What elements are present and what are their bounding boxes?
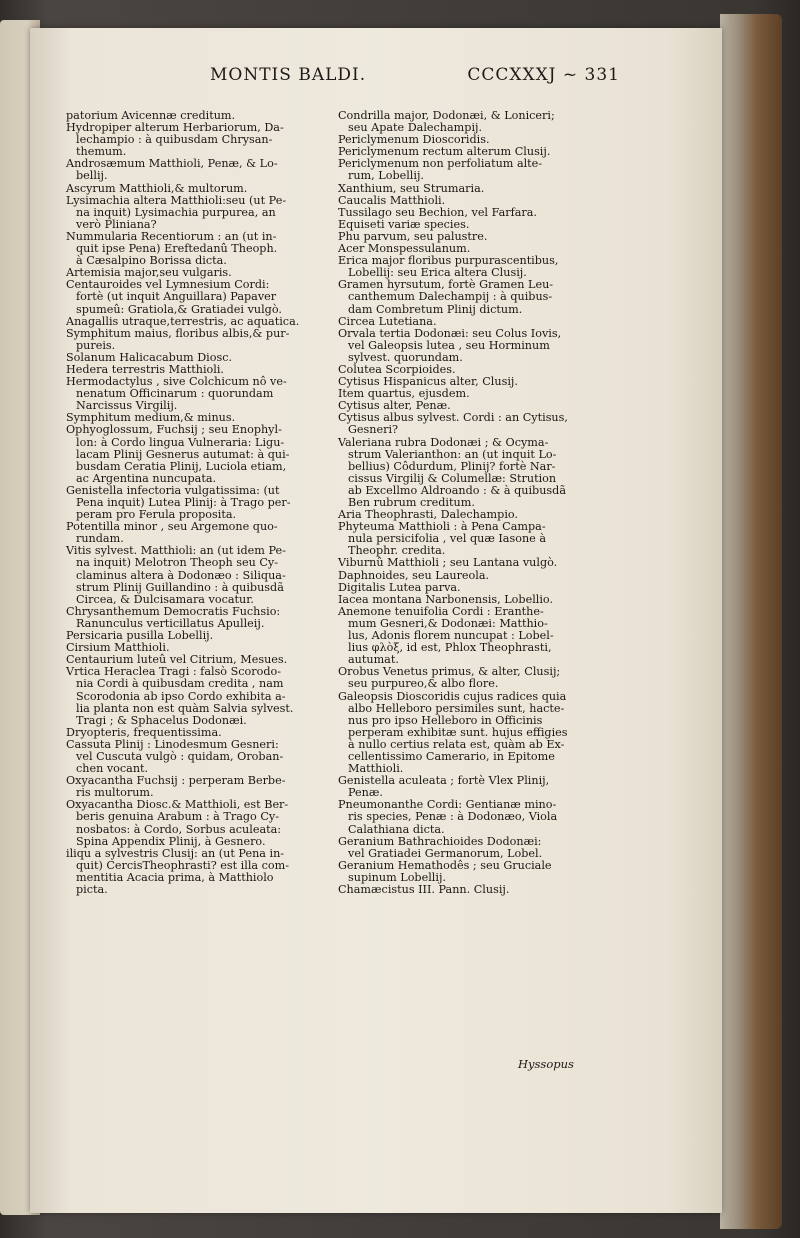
plant-entry (338, 158, 572, 182)
entry-line: Theophr. credita. (348, 544, 446, 558)
plant-entry (66, 183, 306, 195)
entry-line: Gramen hyrsutum, fortè Gramen Leu- (338, 278, 554, 292)
plant-entry (338, 570, 572, 582)
entry-line: Iacea montana Narbonensis, Lobellio. (338, 592, 554, 606)
plant-entry (66, 328, 306, 352)
entry-line: Narcissus Virgilij. (76, 399, 178, 413)
entry-line: busdam Ceratia Plinij, Luciola etiam, (76, 459, 287, 473)
entry-line: Vitis sylvest. Matthioli: an (ut idem Pe- (66, 544, 286, 558)
plant-entry (66, 316, 306, 328)
entry-line: Cytisus Hispanicus alter, Clusij. (338, 375, 518, 389)
plant-entry (66, 485, 306, 521)
entry-line: Chamæcistus III. Pann. Clusij. (338, 883, 510, 896)
book-cover-edge (720, 14, 782, 1229)
entry-line: lacam Plinij Gesnerus autumat: à qui- (76, 447, 290, 461)
entry-line: Anagallis utraque,terrestris, ac aquatica. (66, 314, 300, 328)
entry-line: Tragi ; & Sphacelus Dodonæi. (76, 713, 247, 727)
entry-line: chen vocant. (76, 762, 149, 776)
entry-line: Ben rubrum creditum. (348, 496, 475, 509)
entry-line: perperam exhibitæ sunt. hujus effigies (348, 725, 568, 739)
entry-line: quit ipse Pena) Ereftedanû Theoph. (76, 242, 278, 256)
entry-line: à nullo certius relata est, quàm ab Ex- (348, 737, 565, 751)
entry-line: Symphitum maius, floribus albis,& pur- (66, 326, 290, 340)
entry-line: Calathiana dicta. (348, 822, 445, 836)
entry-line: Orobus Venetus primus, & alter, Clusij; (338, 665, 561, 679)
entry-line: Daphnoides, seu Laureola. (338, 568, 490, 582)
entry-line: autumat. (348, 653, 399, 667)
plant-entry (338, 582, 572, 594)
plant-entry (338, 110, 572, 134)
entry-line: Ophyoglossum, Fuchsij ; seu Enophyl- (66, 423, 282, 437)
plant-entry (338, 799, 572, 835)
plant-entry (66, 376, 306, 412)
entry-line: mentitia Acacia prima, à Matthiolo (76, 870, 274, 884)
entry-line: Valeriana rubra Dodonæi ; & Ocyma- (338, 435, 549, 449)
entry-line: strum Plinij Guillandino : à quibusdã (76, 580, 284, 594)
entry-line: claminus altera à Dodonæo : Siliqua- (76, 568, 286, 582)
entry-line: Pena inquit) Lutea Plinij: à Trago per- (76, 496, 291, 509)
entry-line: verò Pliniana? (76, 217, 157, 231)
entry-line: Dryopteris, frequentissima. (66, 725, 222, 739)
plant-entry (66, 848, 306, 896)
plant-entry (338, 666, 572, 690)
plant-entry (338, 836, 572, 860)
entry-line: themum. (76, 145, 127, 159)
plant-entry (66, 545, 306, 605)
plant-entry (338, 183, 572, 195)
plant-entry (338, 606, 572, 666)
entry-line: Caucalis Matthioli. (338, 193, 446, 207)
entry-line: vel Galeopsis lutea , seu Horminum (348, 338, 550, 352)
entry-line: quit) CercisTheophrasti? est illa com- (76, 858, 290, 872)
entry-line: lon: à Cordo lingua Vulneraria: Ligu- (76, 435, 285, 449)
plant-entry (338, 884, 572, 896)
running-header (180, 65, 620, 89)
entry-line: Cirsium Matthioli. (66, 641, 170, 655)
entry-line: albo Helleboro persimiles sunt, hacte- (348, 701, 565, 715)
entry-line: seu Apate Dalechampij. (348, 121, 483, 135)
entry-line: Centaurium luteû vel Citrium, Mesues. (66, 653, 288, 667)
entry-line: Circea Lutetiana. (338, 314, 437, 328)
entry-line: lechampio : à quibusdam Chrysan- (76, 133, 273, 147)
entry-line: canthemum Dalechampij : à quibus- (348, 290, 553, 304)
entry-line: mum Gesneri,& Dodonæi: Matthio- (348, 616, 548, 630)
entry-line: Oxyacantha Fuchsij : perperam Berbe- (66, 774, 286, 788)
entry-line: dam Combretum Plinij dictum. (348, 302, 523, 316)
plant-entry (66, 666, 306, 726)
entry-line: lia planta non est quàm Salvia sylvest. (76, 701, 294, 715)
running-title: MONTIS BALDI. (210, 65, 367, 85)
entry-line: Xanthium, seu Strumaria. (338, 181, 485, 195)
plant-entry (338, 328, 572, 364)
entry-line: Cytisus albus sylvest. Cordi : an Cytisus, (338, 411, 568, 425)
entry-line: Nummularia Recentiorum : an (ut in- (66, 229, 277, 243)
entry-line: Digitalis Lutea parva. (338, 580, 461, 594)
entry-line: fortè (ut inquit Anguillara) Papaver (76, 290, 277, 304)
entry-line: picta. (76, 883, 108, 896)
plant-entry (338, 775, 572, 799)
entry-line: Anemone tenuifolia Cordi : Eranthe- (338, 604, 544, 618)
entry-line: Galeopsis Dioscoridis cujus radices quia (338, 689, 567, 703)
entry-line: Acer Monspessulanum. (338, 242, 471, 256)
entry-line: Item quartus, ejusdem. (338, 387, 470, 401)
plant-entry (338, 691, 572, 776)
entry-line: Phyteuma Matthioli : à Pena Campa- (338, 520, 546, 534)
entry-line: Geranium Hemathodês ; seu Gruciale (338, 858, 552, 872)
plant-entry (338, 412, 572, 436)
entry-line: Aria Theophrasti, Dalechampio. (338, 508, 518, 522)
entry-line: Condrilla major, Dodonæi, & Loniceri; (338, 109, 555, 122)
entry-line: Periclymenum non perfoliatum alte- (338, 157, 543, 171)
plant-entry (66, 799, 306, 847)
entry-line: Lysimachia altera Matthioli:seu (ut Pe- (66, 193, 287, 207)
entry-line: Hermodactylus , sive Colchicum nô ve- (66, 375, 287, 389)
entry-line: Viburnû Matthioli ; seu Lantana vulgò. (338, 556, 558, 570)
entry-line: Periclymenum rectum alterum Clusij. (338, 145, 551, 159)
entry-line: bellij. (76, 169, 108, 183)
entry-line: supinum Lobellij. (348, 870, 446, 884)
entry-line: Phu parvum, seu palustre. (338, 229, 488, 243)
entry-line: ac Argentina nuncupata. (76, 471, 217, 485)
entry-line: Vrtica Heraclea Tragi : falsò Scorodo- (66, 665, 282, 679)
entry-line: Potentilla minor , seu Argemone quo- (66, 520, 278, 534)
plant-entry (66, 606, 306, 630)
entry-line: na inquit) Lysimachia purpurea, an (76, 205, 276, 219)
entry-line: Scorodonia ab ipso Cordo exhibita a- (76, 689, 286, 703)
entry-line: cissus Virgilij & Columellæ: Strution (348, 471, 557, 485)
plant-entry (66, 195, 306, 231)
plant-entry (66, 739, 306, 775)
entry-line: rundam. (76, 532, 124, 546)
entry-line: nenatum Officinarum : quorundam (76, 387, 274, 401)
plant-entry (66, 158, 306, 182)
entry-line: ris multorum. (76, 786, 154, 800)
entry-line: nula persicifolia , vel quæ Iasone à (348, 532, 547, 546)
entry-line: pureis. (76, 338, 116, 352)
plant-entry (338, 521, 572, 557)
entry-line: Tussilago seu Bechion, vel Farfara. (338, 205, 537, 219)
entry-line: Cytisus alter, Penæ. (338, 399, 451, 413)
entry-line: cellentissimo Camerario, in Epitome (348, 749, 555, 763)
entry-line: Hydropiper alterum Herbariorum, Da- (66, 121, 284, 135)
entry-line: Solanum Halicacabum Diosc. (66, 350, 233, 364)
entry-line: Penæ. (348, 786, 383, 800)
entry-line: Periclymenum Dioscoridis. (338, 133, 490, 147)
entry-line: Androsæmum Matthioli, Penæ, & Lo- (66, 157, 278, 171)
entry-line: bellius) Côdurdum, Plinij? fortè Nar- (348, 459, 556, 473)
entry-line: vel Cuscuta vulgò : quidam, Oroban- (76, 749, 284, 763)
entry-line: spumeû: Gratiola,& Gratiadei vulgò. (76, 302, 282, 316)
entry-line: Circea, & Dulcisamara vocatur. (76, 592, 254, 606)
right-column (338, 110, 572, 896)
entry-line: Gesneri? (348, 423, 399, 437)
entry-line: seu purpureo,& albo flore. (348, 677, 499, 691)
entry-line: rum, Lobellij. (348, 169, 424, 183)
entry-line: Oxyacantha Diosc.& Matthioli, est Ber- (66, 798, 289, 812)
plant-entry (338, 437, 572, 510)
entry-line: lius φλὸξ, id est, Phlox Theophrasti, (348, 641, 552, 655)
entry-line: Ascyrum Matthioli,& multorum. (66, 181, 248, 195)
entry-line: patorium Avicennæ creditum. (66, 109, 236, 122)
entry-line: Hedera terrestris Matthioli. (66, 362, 224, 376)
entry-line: Geranium Bathrachioides Dodonæi: (338, 834, 542, 848)
entry-line: Ranunculus verticillatus Apulleij. (76, 616, 265, 630)
plant-entry (66, 279, 306, 315)
entry-line: strum Valerianthon: an (ut inquit Lo- (348, 447, 557, 461)
entry-line: Lobellij: seu Erica altera Clusij. (348, 266, 527, 280)
entry-line: Artemisia major,seu vulgaris. (66, 266, 232, 280)
plant-entry (338, 316, 572, 328)
entry-line: Erica major floribus purpurascentibus, (338, 254, 559, 268)
plant-entry (338, 860, 572, 884)
plant-entry (66, 231, 306, 267)
entry-line: nia Cordi à quibusdam credita , nam (76, 677, 284, 691)
entry-line: Colutea Scorpioides. (338, 362, 456, 376)
entry-line: ab Excellmo Aldroando : & à quibusdã (348, 483, 566, 497)
plant-entry (338, 279, 572, 315)
entry-line: Equiseti variæ species. (338, 217, 470, 231)
plant-entry (66, 122, 306, 158)
plant-entry (338, 195, 572, 207)
entry-line: iliqu a sylvestris Clusij: an (ut Pena in- (66, 846, 285, 860)
entry-line: à Cæsalpino Borissa dicta. (76, 254, 227, 268)
entry-line: Chrysanthemum Democratis Fuchsio: (66, 604, 281, 618)
entry-line: Spina Appendix Plinij, à Gesnero. (76, 834, 266, 848)
entry-line: Centauroides vel Lymnesium Cordi: (66, 278, 270, 292)
entry-line: Genistella infectoria vulgatissima: (ut (66, 483, 280, 497)
entry-line: lus, Adonis florem nuncupat : Lobel- (348, 629, 554, 643)
entry-line: Symphitum medium,& minus. (66, 411, 236, 425)
left-column (66, 110, 306, 896)
entry-line: Orvala tertia Dodonæi: seu Colus Iovis, (338, 326, 562, 340)
entry-line: nosbatos: à Cordo, Sorbus aculeata: (76, 822, 282, 836)
folio-number: CCCXXXJ ~ 331 (467, 65, 620, 85)
plant-entry (66, 521, 306, 545)
catchword: Hyssopus (518, 1057, 574, 1071)
entry-line: peram pro Ferula proposita. (76, 508, 237, 522)
entry-line: sylvest. quorundam. (348, 350, 463, 364)
entry-line: ris species, Penæ : à Dodonæo, Viola (348, 810, 558, 824)
entry-line: Matthioli. (348, 762, 404, 776)
entry-line: Cassuta Plinij : Linodesmum Gesneri: (66, 737, 279, 751)
entry-line: Genistella aculeata ; fortè Vlex Plinij, (338, 774, 550, 788)
entry-line: beris genuina Arabum : à Trago Cy- (76, 810, 279, 824)
plant-entry (66, 424, 306, 484)
plant-entry (66, 775, 306, 799)
plant-entry (338, 255, 572, 279)
entry-line: Pneumonanthe Cordi: Gentianæ mino- (338, 798, 557, 812)
entry-line: Persicaria pusilla Lobellij. (66, 629, 214, 643)
entry-line: vel Gratiadei Germanorum, Lobel. (348, 846, 543, 860)
plant-entry (338, 557, 572, 569)
entry-line: na inquit) Melotron Theoph seu Cy- (76, 556, 279, 570)
entry-line: nus pro ipso Helleboro in Officinis (348, 713, 543, 727)
